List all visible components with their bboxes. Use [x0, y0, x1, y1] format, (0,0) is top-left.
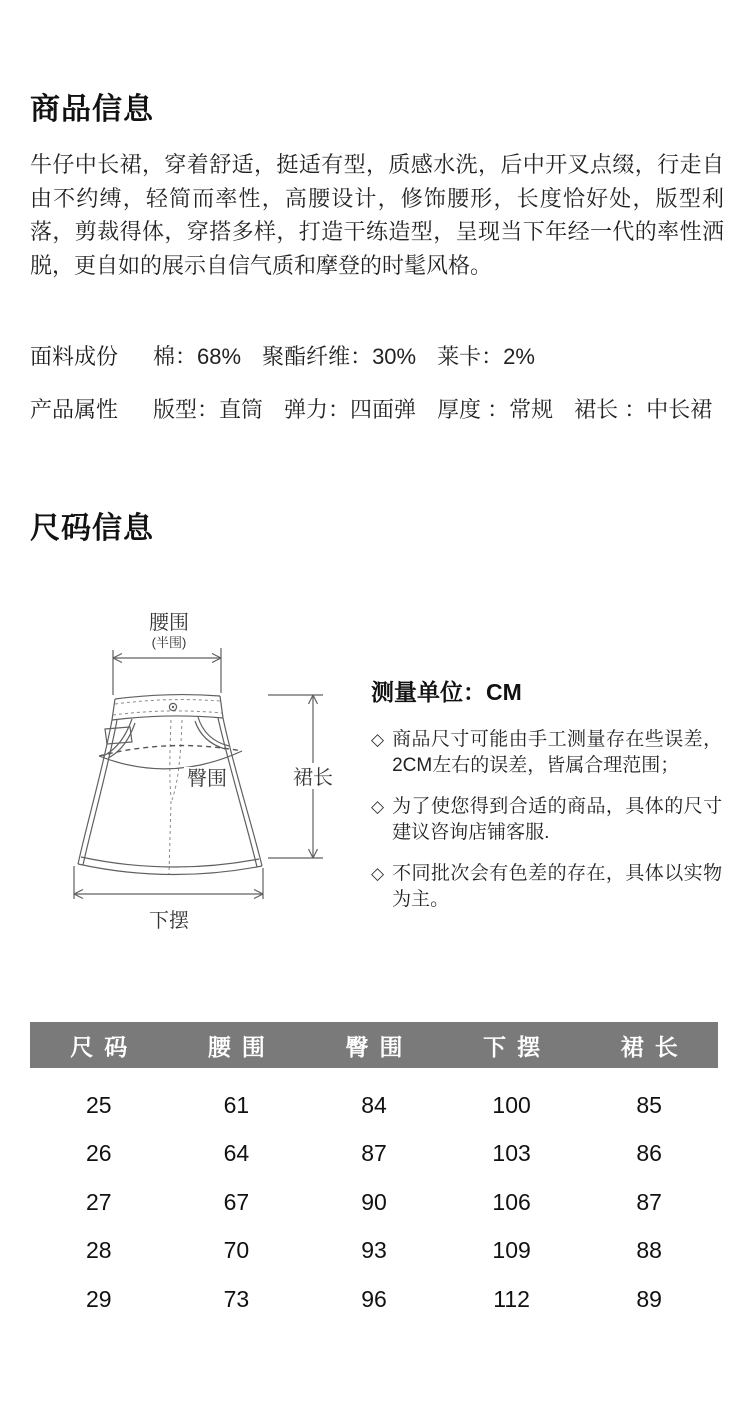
measurement-notes: [371, 674, 728, 928]
note-item: [371, 727, 728, 779]
col-header-size: 尺码: [70, 1033, 139, 1060]
note-item: [371, 794, 728, 846]
table-row: [30, 1178, 718, 1227]
diamond-bullet-icon: ◇: [371, 797, 385, 816]
col-header-length: 裙长: [620, 1033, 689, 1060]
cell-size: 27: [86, 1188, 112, 1215]
cell-hip: 84: [361, 1091, 387, 1118]
col-header-waist: 腰围: [207, 1033, 276, 1060]
cell-length: 87: [636, 1188, 662, 1215]
note-text-consult: 为了使您得到合适的商品，具体的尺寸建议咨询店铺客服.: [392, 796, 723, 843]
cell-hem: 103: [492, 1140, 531, 1167]
cell-size: 25: [86, 1091, 112, 1118]
waist-label: 腰围: [149, 612, 189, 634]
size-info-title: 尺码信息: [30, 512, 154, 545]
table-row: [30, 1081, 718, 1130]
cell-hip: 90: [361, 1188, 387, 1215]
skirt-measurement-diagram: [55, 598, 385, 943]
cell-length: 89: [636, 1285, 662, 1312]
cell-hip: 96: [361, 1285, 387, 1312]
cell-waist: 61: [223, 1091, 250, 1118]
fabric-composition-row: [30, 340, 535, 371]
cell-waist: 70: [223, 1237, 250, 1264]
product-info-title: 商品信息: [30, 93, 154, 126]
attr-item-stretch: 弹力：四面弹: [284, 397, 417, 422]
measure-unit-heading: 测量单位：CM: [371, 679, 522, 705]
waist-dimension-arrow: [113, 648, 221, 695]
size-table-header: [30, 1022, 718, 1068]
skirt-sketch: [78, 695, 262, 875]
cell-length: 86: [636, 1140, 662, 1167]
hem-label: 下摆: [149, 910, 189, 932]
attr-item-length: 裙长 ：中长裙: [574, 397, 713, 422]
col-header-hip: 臀围: [345, 1033, 414, 1060]
attr-item-thickness: 厚度 ：常规: [437, 397, 554, 422]
note-text-tolerance: 商品尺寸可能由手工测量存在些误差，2CM左右的误差，皆属合理范围；: [392, 729, 723, 776]
cell-hem: 106: [492, 1188, 531, 1215]
diamond-bullet-icon: ◇: [371, 864, 385, 883]
note-text-color: 不同批次会有色差的存在，具体以实物为主。: [392, 863, 723, 910]
fabric-composition-label: 面料成份: [30, 344, 119, 369]
hip-label: 臀围: [187, 768, 227, 790]
note-item: [371, 861, 728, 913]
cell-length: 88: [636, 1237, 662, 1264]
fabric-item-cotton: 棉：68%: [153, 344, 242, 369]
table-row: [30, 1130, 718, 1179]
size-table-body: [30, 1068, 718, 1324]
cell-hem: 112: [493, 1285, 530, 1312]
product-attributes-label: 产品属性: [30, 397, 119, 422]
cell-hip: 93: [361, 1237, 387, 1264]
length-label: 裙长: [293, 767, 333, 789]
cell-waist: 64: [223, 1140, 250, 1167]
table-row: [30, 1275, 718, 1324]
diamond-bullet-icon: ◇: [371, 730, 385, 749]
cell-waist: 67: [223, 1188, 250, 1215]
table-row: [30, 1227, 718, 1276]
product-description: 牛仔中长裙，穿着舒适，挺适有型，质感水洗，后中开叉点缀，行走自由不约缚，轻简而率性，高腰设计，修饰腰形，长度恰好处，版型利落，剪裁得体，穿搭多样，打造干练造型，呈现当下年经一代的率性洒脱，更自如的展示自信气质和摩登的时髦风格。: [30, 152, 724, 278]
size-table: [30, 1022, 718, 1324]
cell-length: 85: [636, 1091, 662, 1118]
attr-item-cut: 版型：直筒: [153, 397, 264, 422]
cell-hip: 87: [361, 1140, 387, 1167]
cell-waist: 73: [223, 1285, 250, 1312]
waist-sub-label: (半围): [151, 635, 187, 650]
fabric-item-lycra: 莱卡：2%: [437, 344, 535, 369]
cell-size: 26: [86, 1140, 112, 1167]
product-attributes-row: [30, 393, 712, 424]
col-header-hem: 下摆: [483, 1033, 552, 1060]
cell-hem: 109: [492, 1237, 531, 1264]
cell-hem: 100: [492, 1091, 531, 1118]
cell-size: 29: [86, 1285, 112, 1312]
fabric-item-polyester: 聚酯纤维：30%: [262, 344, 417, 369]
cell-size: 28: [86, 1237, 112, 1264]
